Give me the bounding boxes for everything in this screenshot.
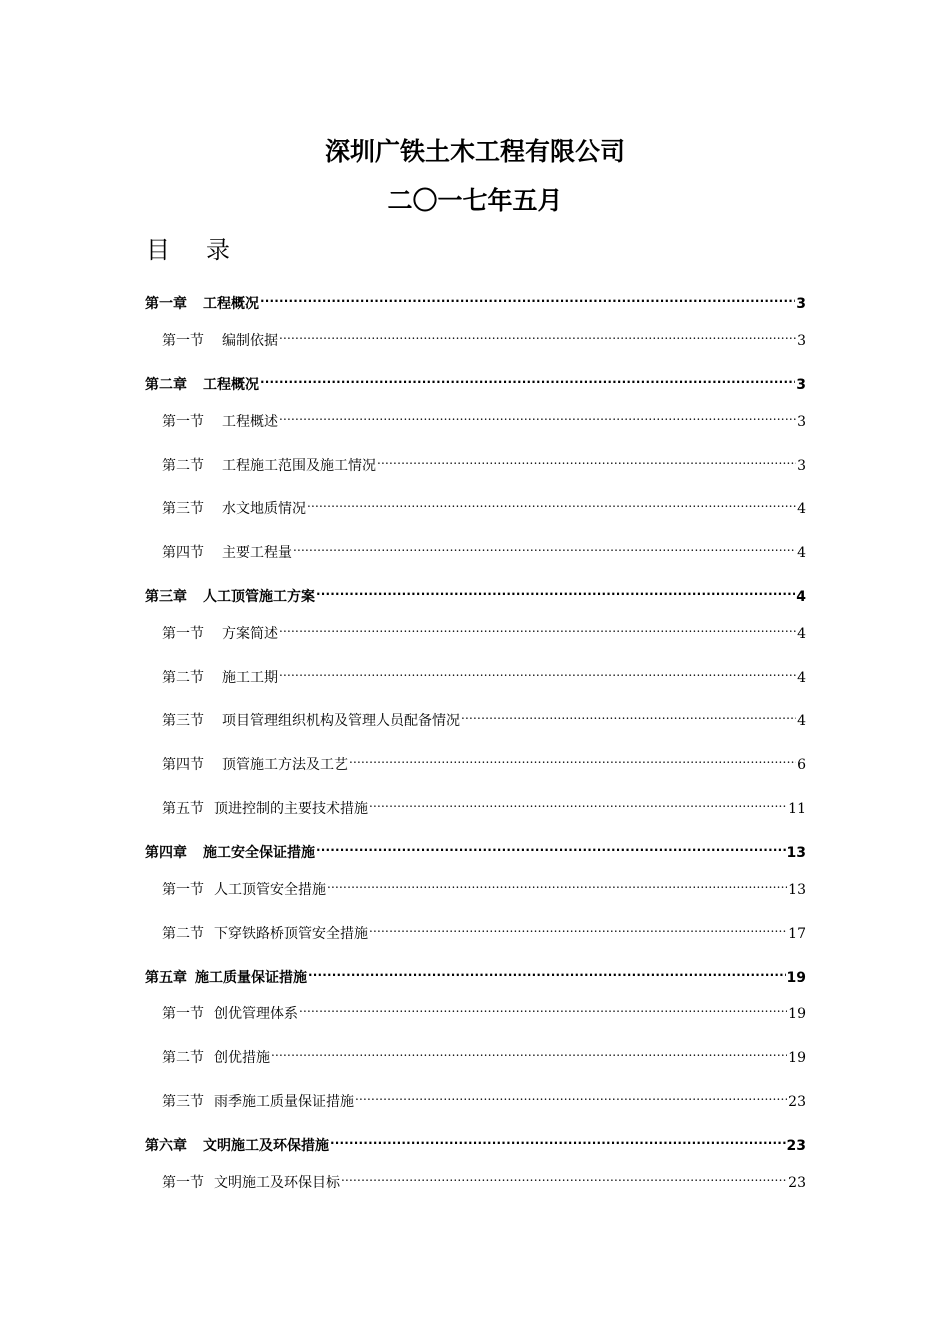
toc-dot-leader — [308, 960, 786, 982]
toc-entry-number: 第一节 — [162, 1006, 204, 1022]
toc-entry-label — [162, 667, 278, 689]
toc-entry-number: 第一节 — [162, 882, 204, 898]
toc-entry-label — [162, 330, 278, 352]
toc-entry-page: 3 — [797, 414, 806, 430]
toc-entry-page: 4 — [796, 589, 806, 605]
toc-entry-page: 11 — [788, 801, 806, 817]
toc-entry-page: 23 — [788, 1175, 806, 1191]
toc-entry-number: 第四章 — [145, 845, 187, 861]
toc-entry-number: 第一节 — [162, 626, 204, 642]
toc-entry-page: 4 — [797, 545, 806, 561]
toc-entry-page: 4 — [797, 501, 806, 517]
toc-entry-page: 3 — [796, 377, 806, 393]
toc-entry-number: 第一节 — [162, 1175, 204, 1191]
toc-entry-label — [162, 455, 376, 477]
toc-entry-label — [145, 293, 259, 315]
toc-dot-leader — [260, 286, 795, 308]
toc-dot-leader — [279, 616, 796, 638]
toc-entry-title: 方案简述 — [222, 626, 278, 642]
toc-entry-page: 19 — [788, 1050, 806, 1066]
toc-entry[interactable] — [162, 491, 806, 517]
toc-dot-leader — [369, 791, 787, 813]
toc-entry-title: 顶进控制的主要技术措施 — [214, 801, 368, 817]
toc-entry-label — [145, 374, 259, 396]
toc-entry-label — [145, 842, 315, 864]
toc-entry[interactable] — [162, 448, 806, 474]
toc-entry-label — [162, 1172, 340, 1194]
toc-entry-number: 第三节 — [162, 501, 204, 517]
toc-entry-title: 工程概述 — [222, 414, 278, 430]
toc-entry-label — [162, 754, 348, 776]
toc-heading — [146, 234, 230, 266]
toc-entry-label — [162, 1047, 270, 1069]
toc-entry-label — [162, 879, 326, 901]
toc-entry-title: 施工安全保证措施 — [203, 845, 315, 861]
toc-entry-number: 第五节 — [162, 801, 204, 817]
toc-entry-title: 创优管理体系 — [214, 1006, 298, 1022]
toc-entry[interactable] — [145, 960, 806, 986]
toc-entry[interactable] — [162, 916, 806, 942]
toc-dot-leader — [279, 323, 796, 345]
toc-entry-label — [162, 710, 460, 732]
toc-entry-label — [162, 542, 292, 564]
toc-dot-leader — [260, 367, 795, 389]
toc-entry-number: 第三章 — [145, 589, 187, 605]
toc-entry[interactable] — [162, 1040, 806, 1066]
toc-entry-page: 3 — [797, 333, 806, 349]
toc-entry-page: 3 — [796, 296, 806, 312]
toc-entry-page: 19 — [786, 970, 806, 986]
toc-entry[interactable] — [162, 616, 806, 642]
toc-entry-title: 人工顶管施工方案 — [203, 589, 315, 605]
toc-heading-part1: 目 — [146, 236, 170, 264]
toc-entry-title: 施工工期 — [222, 670, 278, 686]
toc-dot-leader — [341, 1165, 787, 1187]
toc-entry-label — [145, 586, 315, 608]
toc-entry-number: 第二章 — [145, 377, 187, 393]
toc-entry[interactable] — [162, 996, 806, 1022]
toc-entry-page: 17 — [788, 926, 806, 942]
toc-entry-number: 第三节 — [162, 713, 204, 729]
toc-dot-leader — [293, 535, 796, 557]
toc-entry-title: 工程概况 — [203, 377, 259, 393]
toc-dot-leader — [316, 579, 795, 601]
toc-entry-title: 主要工程量 — [222, 545, 292, 561]
toc-entry[interactable] — [145, 579, 806, 605]
toc-entry-label — [145, 1135, 329, 1157]
toc-entry-label — [162, 411, 278, 433]
toc-entry[interactable] — [145, 835, 806, 861]
toc-dot-leader — [316, 835, 786, 857]
toc-dot-leader — [377, 448, 796, 470]
toc-entry[interactable] — [162, 323, 806, 349]
toc-entry-number: 第二节 — [162, 458, 204, 474]
toc-entry-label — [162, 1091, 354, 1113]
toc-entry-page: 19 — [788, 1006, 806, 1022]
toc-entry[interactable] — [162, 872, 806, 898]
toc-entry-number: 第一节 — [162, 414, 204, 430]
toc-entry-number: 第一节 — [162, 333, 204, 349]
document-date: 二〇一七年五月 — [387, 186, 563, 215]
toc-entry-page: 3 — [797, 458, 806, 474]
toc-entry-number: 第一章 — [145, 296, 187, 312]
toc-entry-label — [162, 1003, 298, 1025]
company-name: 深圳广铁土木工程有限公司 — [324, 137, 625, 166]
toc-entry-title: 人工顶管安全措施 — [214, 882, 326, 898]
toc-entry-title: 水文地质情况 — [222, 501, 306, 517]
toc-heading-part2: 录 — [206, 236, 230, 264]
toc-entry[interactable] — [145, 1128, 806, 1154]
toc-entry-page: 4 — [797, 626, 806, 642]
toc-dot-leader — [349, 747, 796, 769]
toc-dot-leader — [355, 1084, 787, 1106]
toc-entry-page: 13 — [786, 845, 806, 861]
toc-entry-page: 4 — [797, 670, 806, 686]
toc-entry-label — [145, 967, 307, 989]
toc-dot-leader — [299, 996, 787, 1018]
toc-entry-title: 施工质量保证措施 — [195, 970, 307, 986]
toc-dot-leader — [327, 872, 787, 894]
toc-entry-page: 6 — [797, 757, 806, 773]
toc-entry-label — [162, 623, 278, 645]
toc-entry[interactable] — [162, 660, 806, 686]
toc-entry-number: 第四节 — [162, 757, 204, 773]
toc-entry-title: 工程概况 — [203, 296, 259, 312]
toc-entry-number: 第二节 — [162, 926, 204, 942]
toc-entry-label — [162, 798, 368, 820]
toc-entry-label — [162, 498, 306, 520]
toc-entry[interactable] — [162, 703, 806, 729]
toc-entry[interactable] — [162, 1165, 806, 1191]
toc-entry-page: 4 — [797, 713, 806, 729]
toc-entry[interactable] — [162, 747, 806, 773]
toc-entry-title: 顶管施工方法及工艺 — [222, 757, 348, 773]
toc-entry[interactable] — [162, 535, 806, 561]
toc-entry[interactable] — [162, 1084, 806, 1110]
toc-dot-leader — [271, 1040, 787, 1062]
toc-entry-number: 第四节 — [162, 545, 204, 561]
toc-dot-leader — [330, 1128, 786, 1150]
toc-dot-leader — [307, 491, 796, 513]
toc-entry-title: 项目管理组织机构及管理人员配备情况 — [222, 713, 460, 729]
toc-entry-title: 文明施工及环保措施 — [203, 1138, 329, 1154]
toc-entry-title: 工程施工范围及施工情况 — [222, 458, 376, 474]
toc-dot-leader — [461, 703, 796, 725]
toc-entry-title: 下穿铁路桥顶管安全措施 — [214, 926, 368, 942]
toc-entry[interactable] — [162, 791, 806, 817]
toc-entry-number: 第六章 — [145, 1138, 187, 1154]
toc-entry-title: 雨季施工质量保证措施 — [214, 1094, 354, 1110]
toc-entry[interactable] — [145, 286, 806, 312]
toc-dot-leader — [279, 660, 796, 682]
toc-entry[interactable] — [145, 367, 806, 393]
toc-entry-page: 13 — [788, 882, 806, 898]
toc-entry-title: 创优措施 — [214, 1050, 270, 1066]
toc-entry-page: 23 — [786, 1138, 806, 1154]
toc-dot-leader — [369, 916, 787, 938]
toc-entry-number: 第二节 — [162, 1050, 204, 1066]
toc-entry-number: 第三节 — [162, 1094, 204, 1110]
toc-entry[interactable] — [162, 404, 806, 430]
toc-entry-number: 第五章 — [145, 970, 187, 986]
toc-dot-leader — [279, 404, 796, 426]
toc-entry-label — [162, 923, 368, 945]
toc-entry-title: 编制依据 — [222, 333, 278, 349]
toc-entry-title: 文明施工及环保目标 — [214, 1175, 340, 1191]
toc-entry-number: 第二节 — [162, 670, 204, 686]
toc-entry-page: 23 — [788, 1094, 806, 1110]
